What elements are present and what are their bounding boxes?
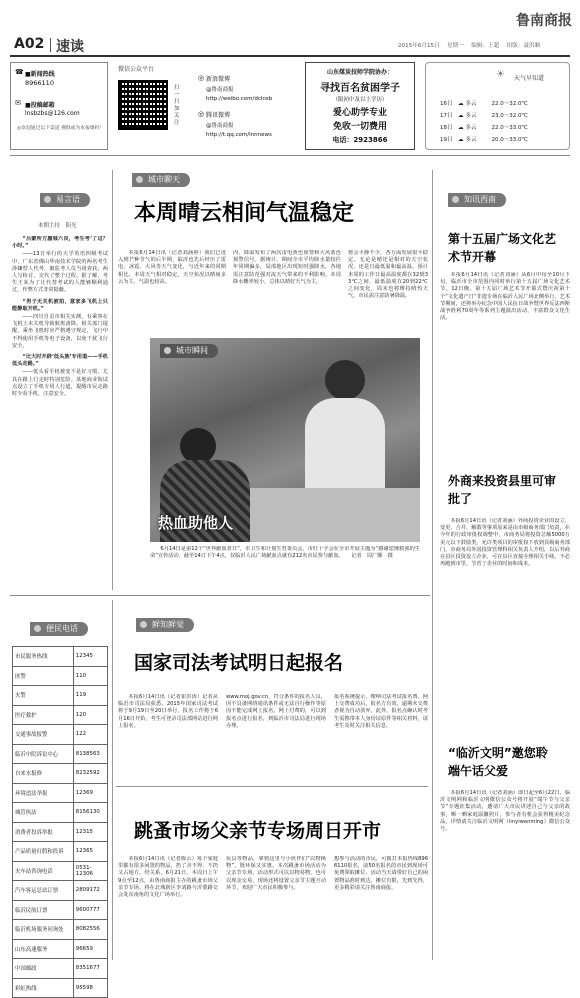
service-number[interactable]: 122 — [73, 725, 107, 745]
table-row — [13, 705, 108, 725]
table-row — [13, 920, 108, 940]
email-address[interactable]: lnsbzbs@126.com — [25, 110, 80, 117]
ad-line4: 免收一切费用 — [332, 122, 387, 132]
service-number[interactable]: 8156130 — [73, 803, 107, 823]
ad-line3: 爱心助学专业 — [332, 108, 387, 118]
headline-col-1: 本报6月14日讯（记者刘涵婷）我们已进入到芒种节气的后半期，临沂也先后经历了雷电、冰雹、大风等天气变化，与近年来的同期相比，本周天气相对稳定，天空状况以晴间多云为主，气温也较高。 — [118, 250, 226, 285]
photo-caption-text: 6月14日是第12个“世界献血者日”，市卫生和计划生育委员会、市红十字会在全市开展主题为“感谢您挽救我的生命”宣传活动，截至14日下午4点，仅临沂人民广场献血点就有212名市民参与献血。 — [150, 546, 420, 560]
service-name: 火车站咨询电话 — [13, 861, 74, 881]
quote-3-body: ——低头看手机被变不是好习惯，尤其在路上行走时特别危险。某地商业街试点设立了手机专用人行道，提醒市民走路时少看手机，注意安全。 — [12, 369, 108, 398]
mid-section-tag: 鲜知鲜觉 — [136, 618, 194, 632]
table-row — [13, 764, 108, 784]
phones-divider — [112, 600, 113, 960]
quote-2: “男子无关机被拍，意家多飞机上只能静取开机。” — [12, 298, 108, 312]
weibo-tx-icon: ◎ — [198, 110, 205, 118]
phones-section-tag: 便民电话 — [30, 622, 88, 636]
quote-3: “比大时开辟‘低头族’专用道——手机低头走路。” — [12, 354, 108, 368]
blood-donation-photo — [150, 338, 420, 542]
table-row — [13, 939, 108, 959]
table-row — [13, 900, 108, 920]
weibo-sina-label: 新浪微博 — [206, 76, 231, 83]
mid2-col-1: 本报6月14日讯（记者陈云）每个家庭里都有很多闲置的物品，扔了舍不得，不扔又占地方。经关系，6月21日，本周日上午9点至12点，由鲁南商报主办的跳蚤市场父亲节专场，将在北城新区李刘路与沂蒙路交会处东南角的文化广场举行。 — [118, 856, 218, 899]
mid-headline-2: 跳蚤市场父亲节专场周日开市 — [134, 820, 382, 842]
photo-figure-nurse — [325, 360, 365, 400]
issue-info — [398, 41, 540, 49]
cloud-icon: ☁ — [458, 137, 464, 143]
scan-label: 扫一扫 加关注 — [174, 85, 180, 126]
service-name: 市民服务热线 — [13, 647, 74, 667]
service-name: 城管执法 — [13, 803, 74, 823]
photo-credit: 记者 周广顺 摄 — [351, 553, 393, 560]
mid-rule — [116, 786, 428, 787]
service-number[interactable]: 119 — [73, 686, 107, 706]
service-number[interactable]: 110 — [73, 666, 107, 686]
section-divider — [50, 38, 51, 52]
table-row — [13, 647, 108, 667]
service-name: 汽车客运总站订票 — [13, 881, 74, 901]
weather-day: 17日 — [440, 113, 453, 119]
service-number[interactable]: 9600777 — [73, 900, 107, 920]
cloud-icon: ☁ — [458, 113, 464, 119]
center-section-tag: 城市聊天 — [132, 173, 190, 187]
ad-sponsor: 山东煤炭技师学院协办： — [326, 69, 393, 76]
table-row — [13, 803, 108, 823]
left-column-text — [12, 236, 108, 586]
table-row — [13, 978, 108, 998]
section-name: 速读 — [56, 39, 84, 55]
ad-box — [305, 62, 415, 150]
service-name: 自来水报修 — [13, 764, 74, 784]
service-name: 产品质量打假和投诉 — [13, 842, 74, 862]
service-number[interactable]: 96659 — [73, 939, 107, 959]
editor: 编辑：王超 — [471, 43, 500, 49]
lower-rule — [10, 595, 430, 596]
email-label: ■投稿邮箱 — [25, 102, 55, 109]
weather-box — [425, 62, 570, 150]
weibo-tx-label: 腾讯微博 — [206, 112, 231, 119]
weather-day: 19日 — [440, 137, 453, 143]
service-name: 匪警 — [13, 666, 74, 686]
right-article-3: 本报6月14日讯（记者刘涵）即日起至6月22日，临沂文明网和临沂文明微信公众号将开展“端午节与父亲节”专题征集活动，邀请广大市民讲述自己与父亲的故事，晒一晒家庭温馨照片，参与者有机会获得精美纪念品，详情请关注临沂文明网（linyiwenming）微信公众号。 — [440, 790, 570, 833]
weather-temperature: 22.0～32.0℃ — [491, 101, 528, 107]
weather-row — [440, 135, 565, 143]
table-row — [13, 725, 108, 745]
header-rule — [10, 55, 570, 57]
wechat-qr-code[interactable] — [118, 80, 168, 130]
mid2-col-3: 想参与活动的市民，可拨打本报热线8966110报名，前50名报名的市民到现场可免费领取摊位，活动当天请带好自己的闲置物品准时到达，摊位有限，先到先得，更多精彩请关注鲁南商报。 — [334, 856, 428, 891]
page-number: A02 — [14, 36, 45, 52]
issue-weekday: 星期一 — [447, 43, 464, 49]
contact-box — [10, 62, 108, 150]
paper-name: 鲁南商报 — [516, 13, 572, 29]
weather-condition: 多云 — [465, 101, 477, 107]
photo-caption-title: 热血助他人 — [158, 514, 234, 532]
table-row — [13, 686, 108, 706]
cloud-icon: ☁ — [458, 125, 464, 131]
weather-condition: 多云 — [465, 113, 477, 119]
photo-caption — [150, 546, 420, 576]
service-number[interactable]: 12315 — [73, 822, 107, 842]
weather-temperature: 20.0～33.0℃ — [491, 137, 528, 143]
service-name: 火警 — [13, 686, 74, 706]
photo-table — [250, 488, 420, 542]
weather-condition: 多云 — [465, 137, 477, 143]
weather-condition: 多云 — [465, 125, 477, 131]
mid-headline-1: 国家司法考试明日起报名 — [134, 652, 344, 674]
weather-day: 16日 — [440, 101, 453, 107]
service-number[interactable]: 120 — [73, 705, 107, 725]
weather-temperature: 23.0～32.0℃ — [491, 113, 528, 119]
service-name: 医疗救护 — [13, 705, 74, 725]
weather-title: 天气早知道 — [514, 75, 545, 82]
photo-figure-donor — [180, 428, 216, 464]
table-row — [13, 666, 108, 686]
left-section-tag: 易言语 — [40, 193, 90, 207]
table-row — [13, 822, 108, 842]
weibo-tx-url[interactable]: http://t.qq.com/lnnnews — [206, 132, 272, 138]
weather-day: 18日 — [440, 125, 453, 131]
wechat-label: 微信公众平台 — [118, 66, 155, 73]
table-row — [13, 744, 108, 764]
email-note: ◎欢迎通过以下渠道 搜群或为本报爆料！ — [17, 126, 105, 131]
headline-col-2: 内，降温发布了两次雷电黄色预警和大风蓝色预警信号。据统计，期间全市平均降水量较往年同期偏多，局部地区出现短时强降水，各地需注意防范强对流天气带来的不利影响。本周降水概率较小，总体以晴好天气为主。 — [233, 250, 341, 285]
weibo-sina-icon: ◎ — [198, 74, 205, 82]
weibo-tx-handle[interactable]: @鲁南商报 — [206, 123, 234, 129]
phone-icon: ☎ — [15, 68, 24, 76]
ad-line2: （限初中及以上学历） — [332, 97, 388, 103]
mail-icon: ✉ — [15, 99, 21, 107]
weather-temperature: 22.0～33.0℃ — [491, 125, 528, 131]
weather-row — [440, 123, 565, 131]
phone-directory — [12, 646, 108, 998]
issue-date: 2015年6月15日 — [398, 43, 440, 49]
service-number[interactable]: 12345 — [73, 647, 107, 667]
photo-section-tag: 城市瞬间 — [160, 344, 218, 358]
right-headline-1: 第十五届广场文化艺术节开幕 — [448, 232, 557, 264]
right-section-tag: 知讯西南 — [448, 193, 506, 207]
mid1-col-1: 本报6月14日讯（记者崔洪涛）记者从临沂市司法局获悉，2015年国家司法考试将于9月19日至20日举行，报名工作将于6月16日开始，考生可登录司法部网站进行网上报名。 — [118, 694, 218, 729]
service-number[interactable]: 8351677 — [73, 959, 107, 979]
service-name: 山东高速服务 — [13, 939, 74, 959]
service-name: 中国邮政 — [13, 959, 74, 979]
mid2-col-2: 玩具等物品，拿到这里与小伙伴们“以物换物”，既环保又实惠。本次跳蚤市场活动为父亲节专场，活动形式可以以物易物，也可以现金交易，现场还将设置父亲节主题互动环节，欢迎广大市民积极参与。 — [226, 856, 326, 891]
mid1-col-2: www.moj.gov.cn，符合条件的报名人员，因不具备网络通讯条件或无法自行操作等原因不能完成网上报名，网上付费的，可以到报名点进行报名，到临沂市司法局进行现场办理。 — [226, 694, 326, 729]
table-row — [13, 861, 108, 881]
table-row — [13, 959, 108, 979]
service-number[interactable]: 95598 — [73, 978, 107, 998]
weather-forecast — [440, 99, 565, 147]
service-number[interactable]: 8232592 — [73, 764, 107, 784]
service-number[interactable]: 12365 — [73, 842, 107, 862]
topbar-rule — [10, 155, 570, 156]
phone-table — [12, 646, 108, 998]
service-name: 彩虹热线 — [13, 978, 74, 998]
service-name: 临沂民航订票 — [13, 900, 74, 920]
cloud-icon: ☁ — [458, 101, 464, 107]
table-row — [13, 783, 108, 803]
right-article-1: 本报6月14日讯（记者刘涵）从6月中旬至10月下旬，临沂市全市范围内同时举行第十五届广场文化艺术节。12日晚，第十五届广场艺术节开幕式暨庆祝第十个“文化遗产日”非遗专场在临沂人民广场北侧举行，艺术节期间，还将举办纪念中国人民抗日战争暨世界反法西斯战争胜利70周年等系列主题演出活动，丰富群众文化生活。 — [440, 272, 570, 322]
ad-phone: 电话：2923866 — [332, 136, 388, 144]
right-headline-2: 外商来投资县里可审批了 — [448, 474, 557, 506]
left-col-divider — [112, 170, 113, 590]
headline-col-3: 将会平静不少，各方面发展很平稳定，无论是晴还是相对的天空状况，还是日最低温和最高温。预计本周的工作日最高温度都在32到33℃之间，最低温度在20到22℃之间变化，周末也将维持晴热天气，市民需注意防暑降温。 — [348, 250, 428, 300]
right-article-2: 本报6月14日讯（记者刘涵）外商投资企业的设立、变更、合并、解散等事项原来是由市级商务部门负责，在今年的行政审批权调整中，市商务局将投资总额5000万美元以下鼓励类、允许类项目的审批权下放到县级商务部门。市商务局外国投资管理科相关负责人介绍，以后外商在县区投资设立企业，可在县区直接办理相关手续，不必再跑到市里，节省了企业的时间和成本。 — [440, 518, 570, 568]
hotline-number: 8966110 — [25, 79, 54, 87]
left-byline: 本期主持 阳光 — [38, 223, 77, 229]
weibo-sina-handle[interactable]: @鲁南商报 — [206, 87, 234, 93]
table-row — [13, 842, 108, 862]
service-name: 交通事故报警 — [13, 725, 74, 745]
service-name: 消费者投诉举报 — [13, 822, 74, 842]
right-headline-3: “临沂文明”邀您聆端午话父爱 — [448, 746, 548, 778]
service-number[interactable]: 0531-12306 — [73, 861, 107, 881]
service-number[interactable]: 12369 — [73, 783, 107, 803]
service-name: 临沂机场服务问询处 — [13, 920, 74, 940]
service-name: 环境违法举报 — [13, 783, 74, 803]
weather-row — [440, 111, 565, 119]
service-number[interactable]: 8082556 — [73, 920, 107, 940]
headline-title: 本周晴云相间气温稳定 — [134, 201, 355, 226]
mid1-col-3: 报名系统提示，缴纳司法考试报名费。网上交费成功后，报名方有效，逾期未交费者视为自动放弃。此外，报名点确认时考生需携带本人身份证原件等相关材料，请考生及时关注相关信息。 — [334, 694, 428, 729]
weather-sun-icon: ☀ — [496, 69, 505, 80]
masthead — [0, 0, 580, 55]
service-name: 临沂中院诉讼中心 — [13, 744, 74, 764]
quote-2-body: ——四川自贡市相关实测，有乘客在飞机上未关机导致航班备降。相关部门提醒，乘坐飞机时应严格遵守规定，飞行中不得使用手机等电子设备，以免干扰飞行安全。 — [12, 314, 108, 349]
designer: 组版：聂洪顺 — [506, 43, 541, 49]
right-col-divider — [432, 170, 433, 960]
weather-row — [440, 99, 565, 107]
hotline-label: ■新闻热线 — [25, 71, 55, 78]
service-number[interactable]: 8138563 — [73, 744, 107, 764]
quote-1-body: ——13日举行的大学英语四级考试中，广东省佛山华南技术学院的两名考生涉嫌替人代考，被监考人员当场查获，两人写检讨，交代了整个过程。据了解，考生王某为了让代替考试的人能够顺利通过，作弊方式非常隐蔽。 — [12, 251, 108, 294]
table-row — [13, 881, 108, 901]
weibo-sina-url[interactable]: http://weibo.com/dclnsb — [206, 96, 273, 102]
service-number[interactable]: 2809172 — [73, 881, 107, 901]
quote-1: “吕蒙所方蜃城六良，考生考‘了这？小时。” — [12, 236, 108, 250]
ad-line1: 寻找百名贫困学子 — [320, 83, 400, 94]
